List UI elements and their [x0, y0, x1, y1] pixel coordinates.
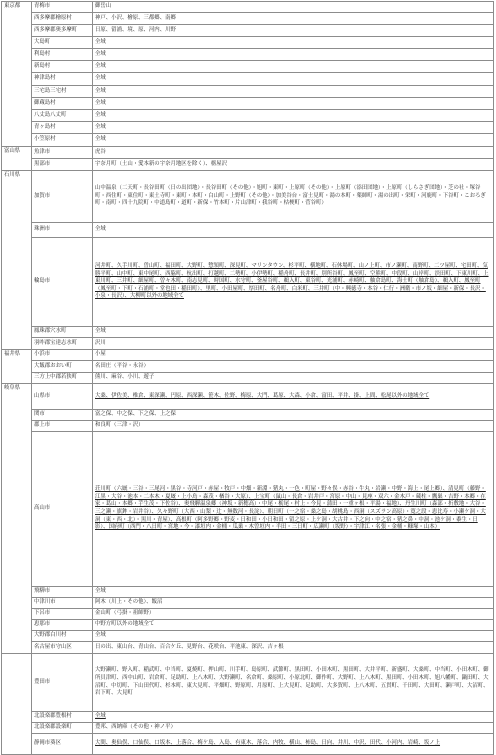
target-areas-cell: 富之保、中之保、下之保、上之保 [93, 410, 494, 421]
target-areas-cell: 日の出、東山台、青山台、百合ケ丘、見野台、花咲台、平池東、深沢、吉ヶ根 [93, 642, 494, 654]
table-row [2, 37, 494, 49]
target-areas-cell: 全域 [93, 86, 494, 98]
target-areas-cell: 宇奈月町（土山・愛本新の宇奈月地区を除く）、栃屋沢 [93, 159, 494, 171]
target-areas-cell: 全域 [93, 49, 494, 61]
municipality-cell: 青ヶ島村 [32, 122, 93, 134]
municipality-cell: 黒部市 [32, 159, 93, 171]
prefecture-cell [2, 654, 32, 755]
municipality-cell: 三方上中郡若狭町 [32, 373, 93, 384]
table-row [2, 171, 494, 223]
target-areas-cell: 全域 [93, 631, 494, 642]
municipality-cell: 恵那市 [32, 620, 93, 631]
target-areas-cell: 名田庄（平谷・永谷） [93, 361, 494, 373]
target-areas-cell: 熊川、麻谷、小川、遊子 [93, 373, 494, 384]
municipality-cell: 高山市 [32, 432, 93, 587]
table-row [2, 110, 494, 122]
municipality-cell: 珠洲市 [32, 223, 93, 238]
target-areas-cell: 和良町（三津・沢） [93, 421, 494, 432]
municipality-cell: 八丈島八丈町 [32, 110, 93, 122]
table-row [2, 734, 494, 755]
table-row [2, 61, 494, 73]
table-row [2, 620, 494, 631]
target-areas-cell: 荘川町（六厩・三谷・三尾河・黒谷・寺河戸・赤屋・牧戸・中畑・新淵・猪丸・一色・町屋・野々俣・赤谷・牛丸・岩瀬・中野・海上・尾上郷）、清見町（藤野・江黒・大谷・池本・二本木・夏厩・上小鳥・森茂・楢谷・大原）、上宝町（鼠山・長倉・岩井戸・宮原・中山・見座・双六・金木戸・蔵柱・鷹巣・吉野・本郷・在家・葛山・本郷・芋生茂・下佐谷）、奥飛騨温泉郷（神坂・新穂高）・中尾・栃尾・村上・今見・蒲田・一重ヶ根・平湯・福地）、丹生川町（森部・折敷地・大谷・三之瀬・旗鉾・岩井谷）、久々野町（大西・山梨・辻・無数河・長淀）、朝日町（一之宿・桑之島・胡桃島・西洞（スズラン高原）・寛之段・恵比寿・小瀬ケ洞・大洞（東・西・北）・黒川・青屋）、高根町（阿多野郷・野麦・日和田・小日和田・留之原・上ケ洞・大古井・下之向・中之宿・猪之鼻・中洞・池ケ洞・黍生・日影）、国府町（西門・八日町・宮地・今・漆垣内・金桶・瓜巣・木曽垣内・半田・三日町・広瀬町（坂野）・宇津江・名張・金桶・糠塚・山本） [93, 432, 494, 587]
municipality-cell: 関市 [32, 410, 93, 421]
municipality-cell: 飛騨市 [32, 587, 93, 598]
table-row [2, 327, 494, 338]
prefecture-cell: 富山県 [2, 147, 32, 171]
table-row [2, 338, 494, 350]
table-row [2, 86, 494, 98]
municipality-cell: 大島町 [32, 37, 93, 49]
municipality-cell: 三宅島三宅村 [32, 86, 93, 98]
prefecture-cell: 東京都 [2, 2, 32, 147]
target-areas-cell: 大桑、伊佐美、椎倉、東深瀬、円原、西深瀬、笹木、佐野、梅原、大門、葛原、大森、小倉、富田、平井、掛、上間、松尾以外の地域全て [93, 384, 494, 410]
table-row [2, 25, 494, 37]
municipality-cell: 青梅市 [32, 2, 93, 13]
municipality-cell: 加賀市 [32, 171, 93, 223]
target-areas-cell: 日原、留浦、境、原、河内、川野 [93, 25, 494, 37]
municipality-cell: 西多摩郡奥多摩町 [32, 25, 93, 37]
municipality-cell: 北設楽郡豊根村 [32, 712, 93, 723]
table-row [2, 609, 494, 620]
table-row [2, 373, 494, 384]
table-row [2, 598, 494, 609]
municipality-cell: 小浜市 [32, 350, 93, 361]
municipality-cell: 利島村 [32, 49, 93, 61]
table-row [2, 642, 494, 654]
target-areas-cell: 全域 [93, 134, 494, 147]
table-row [2, 223, 494, 238]
municipality-cell: 静岡市葵区 [32, 734, 93, 755]
table-row [2, 147, 494, 159]
table-row [2, 421, 494, 432]
table-row [2, 159, 494, 171]
target-areas-cell: 金山町（弓掛・祖師野） [93, 609, 494, 620]
target-areas-cell: 全域 [93, 61, 494, 73]
target-areas-cell: 山中温泉（二天町・長谷田町（日の出団地）・長谷田町（その他）・旭町・東町・上原町（その他）・上原町（添田団地）・上原町（しらさぎ団地）・芝の社・塚谷町・西住町・東住町・東土寺町・東町・本町・白山町・上野町（その他）・加美谷台・富士見町・湯の本町・薬師町・湯の出町・栄町・河鹿町・下谷町・こおろぎ町・南町・四十九院町・中道島町・道町・新保・竹本町・片山津町・我谷町・枯梗町・菅谷町） [93, 171, 494, 223]
target-areas-cell: 全域 [93, 587, 494, 598]
municipality-cell: 羽咋郡宝達志水町 [32, 338, 93, 350]
municipality-cell: 名古屋市守山区 [32, 642, 93, 654]
table-row [2, 723, 494, 734]
prefecture-cell: 石川県 [2, 171, 32, 350]
table-row [2, 238, 494, 327]
table-row [2, 122, 494, 134]
municipality-cell: 山県市 [32, 384, 93, 410]
target-areas-cell: 阿木（川上・その他）、飯沼 [93, 598, 494, 609]
table-row [2, 350, 494, 361]
table-row [2, 98, 494, 110]
target-areas-cell: 小屋 [93, 350, 494, 361]
target-areas-cell: 河井町、久手川町、曽山町、福田町、大野町、惣領町、深見町、マリンタウン、杉平町、横地町、石休場町、山ノ上町、市ノ瀬町、南野町、二ツ屋町、宅田町、気勝平町、山中町、東中尾町、西脇町、杭出町、打越町、二勢町、小伊勢町、稲舟町、長井町、別所谷町、鳳至町、空熊町、中段町、山岸町、渋田町、下東川町、上東川町、三井町、細屋町、曽々木町、南志見町、時国町、水守町、釜屋谷町、鵜入町、東谷町、光浦町、赤崎町、舳倉島町、海士町（舳倉島）、鵜入町、鳳至町（鳳至町・下町・石浦町・堂也田・稲田町）、里町、小田屋町、厚田町、名舟町、白米町、三井町（中・興徳寺・本谷・仁行・洲衛・市ノ坂・細屋・新保・長沢・小泉・長沢）、大柳町以外の地域全て [93, 238, 494, 327]
municipality-cell: 西多摩郡檜原村 [32, 13, 93, 25]
municipality-cell: 新島村 [32, 61, 93, 73]
area-table [1, 1, 494, 755]
prefecture-cell: 福井県 [2, 350, 32, 384]
municipality-cell: 輪島市 [32, 238, 93, 327]
municipality-cell: 鳳珠郡穴水町 [32, 327, 93, 338]
target-areas-cell: 全域 [93, 98, 494, 110]
target-areas-cell: 全域 [93, 327, 494, 338]
table-row [2, 361, 494, 373]
table-row [2, 384, 494, 410]
municipality-cell: 中津川市 [32, 598, 93, 609]
table-row [2, 712, 494, 723]
target-areas-cell: 沢川 [93, 338, 494, 350]
table-row [2, 49, 494, 61]
municipality-cell: 郡上市 [32, 421, 93, 432]
municipality-cell: 小笠原村 [32, 134, 93, 147]
table-row [2, 587, 494, 598]
target-areas-cell: 大間、奥仙俣、口仙俣、口坂本、上落合、梅ケ島、入島、有東木、落合、内牧、横山、柿島、日向、井川、中沢、田代、小河内、岩崎、坂ノ上 [93, 734, 494, 755]
municipality-cell: 大飯郡おおい町 [32, 361, 93, 373]
target-areas-cell: 全域 [93, 122, 494, 134]
table-row [2, 73, 494, 86]
target-areas-cell: 御岳山 [93, 2, 494, 13]
table-row [2, 432, 494, 587]
target-areas-cell: 全域 [93, 37, 494, 49]
table-row [2, 410, 494, 421]
table-row [2, 13, 494, 25]
area-table-body [2, 2, 494, 755]
prefecture-cell: 岐阜県 [2, 384, 32, 654]
municipality-cell: 魚津市 [32, 147, 93, 159]
municipality-cell: 神津島村 [32, 73, 93, 86]
municipality-cell: 御蔵島村 [32, 98, 93, 110]
table-row [2, 631, 494, 642]
target-areas-cell: 豊邦、西納庫（その他・神ノ平） [93, 723, 494, 734]
target-areas-cell: 大野瀬町、野入町、稲武町、中当町、夏焼町、押山町、川手町、島原町、武節町、黒田町、小田木町、黒田町、大井平町、新盛町、大桑町、中当町、小田木町、御所貝津町、西中山町、岩倉町、足助町、上八木町、大野瀬町、名倉町、桑原町、小原北町、御作町、大野町、上八木町、黒田町、小田木町、旭八幡町、鍋田町、大沼町、中切町、下山田代町、杉本町、東大見町、平畑町、野原町、月原町、上大見町、足助町、大多賀町、上八木町、五貫町、千田町、大田町、瀬戸町、大沼町、岩下町、大見町 [93, 654, 494, 712]
table-row [2, 2, 494, 13]
target-areas-cell: 中野方町以外の地域全て [93, 620, 494, 631]
municipality-cell: 北設楽郡設楽町 [32, 723, 93, 734]
municipality-cell: 大野郡白川村 [32, 631, 93, 642]
target-areas-cell: 神戸、小沢、檜原、三都郷、南郷 [93, 13, 494, 25]
target-areas-cell: 全域 [93, 110, 494, 122]
table-row [2, 654, 494, 712]
municipality-cell: 豊田市 [32, 654, 93, 712]
target-areas-cell: 全域 [93, 712, 494, 723]
table-row [2, 134, 494, 147]
target-areas-cell: 全域 [93, 73, 494, 86]
target-areas-cell: 全域 [93, 223, 494, 238]
municipality-cell: 下呂市 [32, 609, 93, 620]
target-areas-cell: 虎谷 [93, 147, 494, 159]
